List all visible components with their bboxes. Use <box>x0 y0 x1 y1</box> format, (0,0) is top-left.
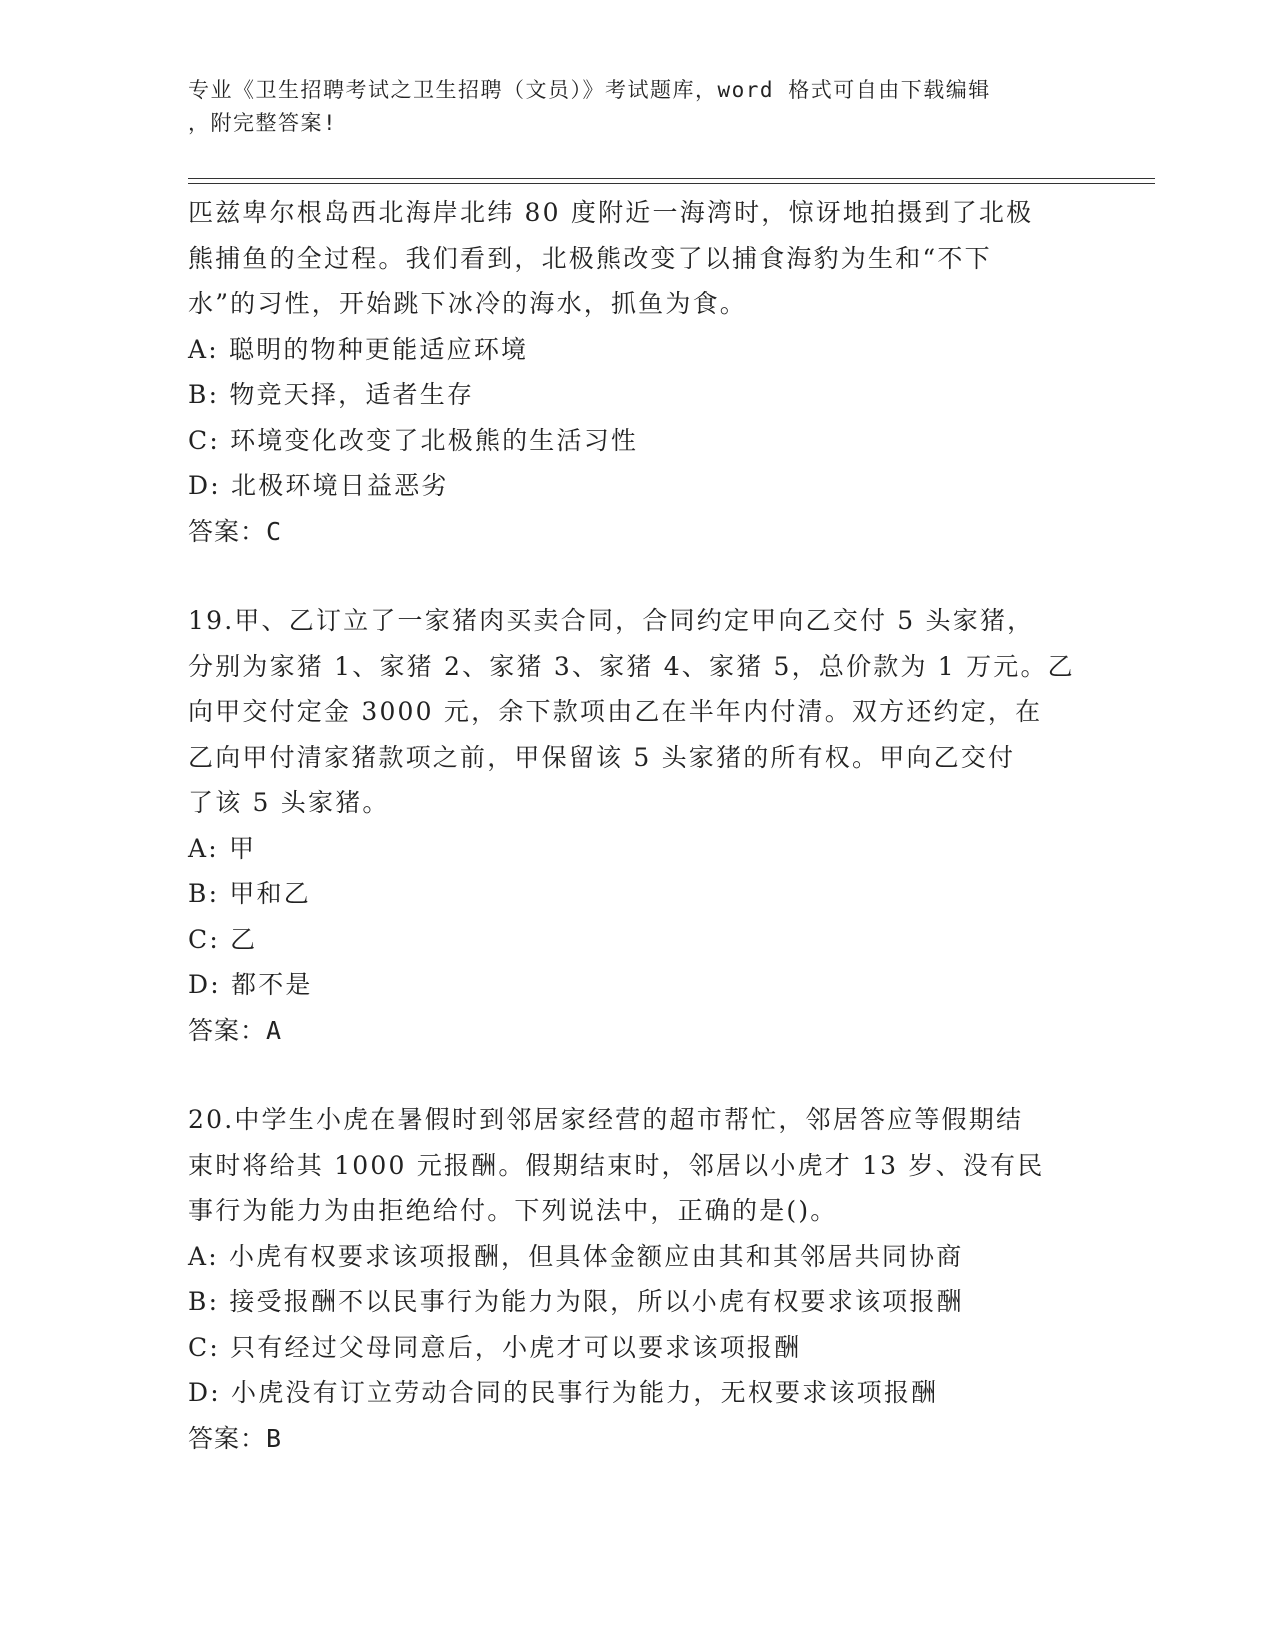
question-stem-line: 了该 5 头家猪。 <box>188 788 390 817</box>
question-stem-line: 向甲交付定金 3000 元，余下款项由乙在半年内付清。双方还约定，在 <box>188 697 1043 726</box>
option-d: D: 都不是 <box>188 970 313 999</box>
question-stem-line: 匹兹卑尔根岛西北海岸北纬 80 度附近一海湾时，惊讶地拍摄到了北极 <box>188 198 1034 227</box>
header-title-line: 专业《卫生招聘考试之卫生招聘（文员）》考试题库，word 格式可自由下载编辑 <box>188 78 991 102</box>
option-b: B: 物竞天择，适者生存 <box>188 380 475 409</box>
answer-line: 答案：C <box>188 516 283 546</box>
option-b: B: 接受报酬不以民事行为能力为限，所以小虎有权要求该项报酬 <box>188 1287 964 1316</box>
answer-line: 答案：A <box>188 1015 283 1045</box>
header-divider-top <box>188 178 1155 179</box>
header-divider-bottom <box>188 183 1155 184</box>
spacer <box>188 554 1088 598</box>
question-stem-line: 束时将给其 1000 元报酬。假期结束时，邻居以小虎才 13 岁、没有民 <box>188 1150 1045 1180</box>
option-c: C: 乙 <box>188 924 258 954</box>
question-18 <box>188 190 1088 554</box>
question-stem-line: 熊捕鱼的全过程。我们看到，北极熊改变了以捕食海豹为生和“不下 <box>188 243 992 273</box>
question-19 <box>188 598 1088 1053</box>
question-stem-line: 事行为能力为由拒绝给付。下列说法中，正确的是()。 <box>188 1196 838 1225</box>
question-20 <box>188 1097 1088 1461</box>
document-body <box>188 190 1088 1461</box>
question-stem-line: 乙向甲付清家猪款项之前，甲保留该 5 头家猪的所有权。甲向乙交付 <box>188 742 1016 772</box>
option-d: D: 小虎没有订立劳动合同的民事行为能力，无权要求该项报酬 <box>188 1378 939 1407</box>
option-a: A: 小虎有权要求该项报酬，但具体金额应由其和其邻居共同协商 <box>188 1241 964 1271</box>
spacer <box>188 1053 1088 1097</box>
answer-line: 答案：B <box>188 1423 283 1453</box>
question-stem-line: 分别为家猪 1、家猪 2、家猪 3、家猪 4、家猪 5，总价款为 1 万元。乙 <box>188 651 1075 681</box>
question-stem-line: 19.甲、乙订立了一家猪肉买卖合同，合同约定甲向乙交付 5 头家猪， <box>188 606 1035 635</box>
option-c: C: 只有经过父母同意后，小虎才可以要求该项报酬 <box>188 1332 802 1362</box>
header-subtitle-line: ，附完整答案! <box>188 111 338 135</box>
question-stem-line: 20.中学生小虎在暑假时到邻居家经营的超市帮忙，邻居答应等假期结 <box>188 1105 1024 1134</box>
option-a: A: 甲 <box>188 833 257 863</box>
question-stem-line: 水”的习性，开始跳下冰冷的海水，抓鱼为食。 <box>188 289 747 318</box>
option-b: B: 甲和乙 <box>188 879 311 908</box>
option-c: C: 环境变化改变了北极熊的生活习性 <box>188 425 639 455</box>
option-a: A: 聪明的物种更能适应环境 <box>188 334 529 364</box>
document-header <box>188 74 1088 140</box>
option-d: D: 北极环境日益恶劣 <box>188 471 449 500</box>
